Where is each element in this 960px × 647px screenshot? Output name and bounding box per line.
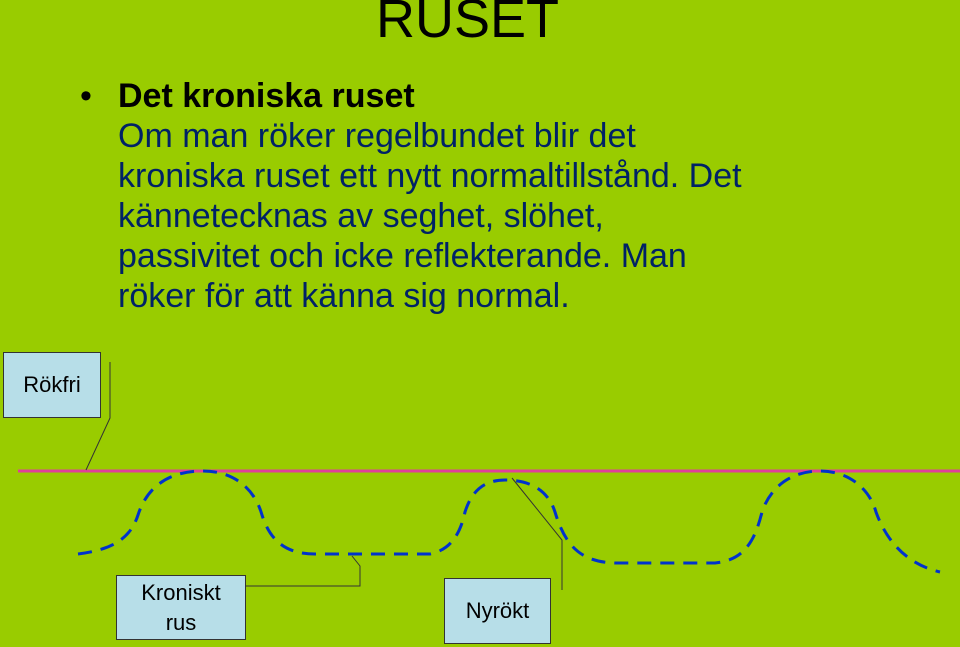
- bullet-line-4: passivitet och icke reflekterande. Man: [118, 237, 687, 275]
- intoxication-curve: [78, 471, 940, 572]
- bullet-line-1: Om man röker regelbundet blir det: [118, 117, 636, 155]
- rokfri-label: Rökfri: [23, 372, 81, 397]
- rokfri-callout: [3, 352, 101, 418]
- bullet-line-2: kroniska ruset ett nytt normaltillstånd. Det: [118, 157, 742, 195]
- bullet-heading: Det kroniska ruset: [118, 77, 415, 115]
- kroniskt-rus-leader-line: [246, 556, 360, 586]
- slide-title: RUSET: [376, 0, 560, 49]
- nyrokt-leader-line: [512, 478, 562, 590]
- nyrokt-callout: [444, 578, 551, 644]
- kroniskt-rus-label-line1: Kroniskt: [141, 579, 221, 605]
- kroniskt-rus-callout: [116, 575, 246, 640]
- bullet-line-5: röker för att känna sig normal.: [118, 277, 570, 315]
- bullet-dot-icon: •: [80, 77, 92, 115]
- kroniskt-rus-label-line2: rus: [165, 609, 197, 635]
- bullet-line-3: kännetecknas av seghet, slöhet,: [118, 197, 604, 235]
- nyrokt-label: Nyrökt: [465, 598, 530, 623]
